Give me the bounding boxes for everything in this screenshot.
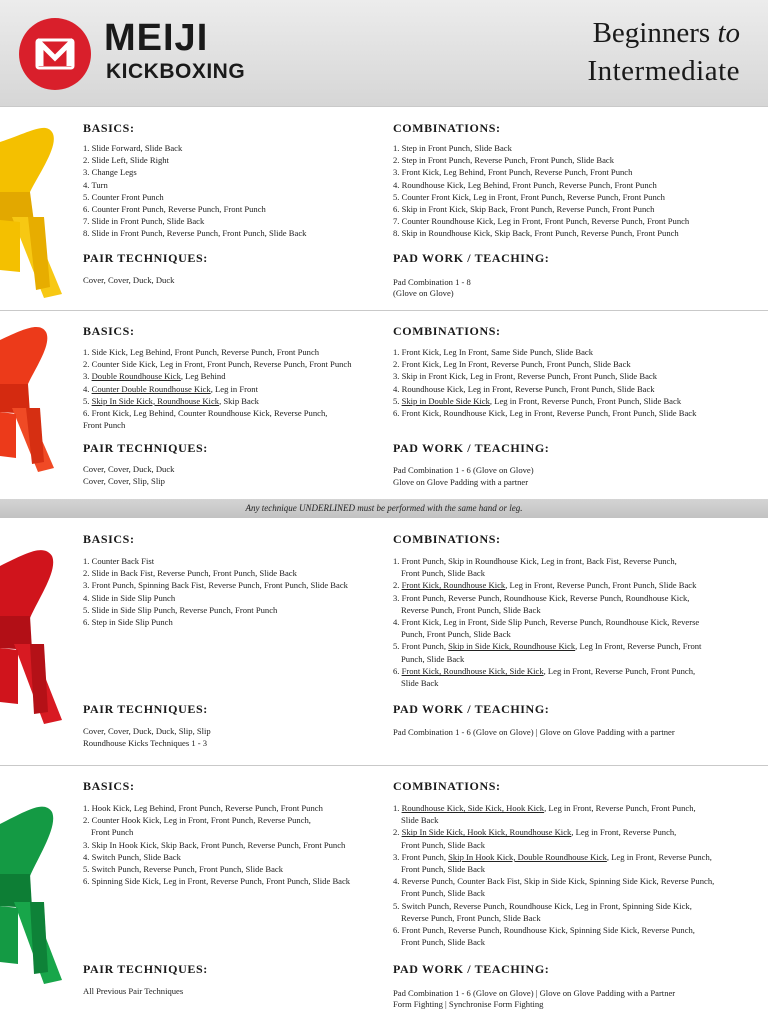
list-item: 1. Hook Kick, Leg Behind, Front Punch, Reverse Punch, Front Punch xyxy=(83,803,323,813)
title-to: to xyxy=(717,17,740,49)
item-text: , Leg in Front, Reverse Punch, Front Punch, Slide Back xyxy=(505,580,697,591)
item-number: 4. xyxy=(83,383,92,394)
list-item-continued: Front Punch, Slide Back xyxy=(401,888,486,899)
list-item: 7. Slide in Front Punch, Slide Back xyxy=(83,216,205,227)
list-item: 4. Switch Punch, Slide Back xyxy=(83,851,181,862)
basics-heading: BASICS: xyxy=(83,532,135,546)
item-text: , Leg in Front xyxy=(210,383,258,394)
list-item xyxy=(393,640,701,652)
divider xyxy=(0,106,768,107)
pair-techniques-text: All Previous Pair Techniques xyxy=(83,986,184,996)
red-belt-icon xyxy=(0,544,66,726)
underlined-technique: Skip in Double Side Kick xyxy=(401,395,490,406)
pad-work-text: Form Fighting | Synchronise Form Fighting xyxy=(393,999,544,1009)
list-item-continued: Reverse Punch, Front Punch, Slide Back xyxy=(401,912,541,923)
list-item xyxy=(83,383,352,395)
basics-heading: BASICS: xyxy=(83,779,135,793)
list-item: 2. Counter Hook Kick, Leg in Front, Front Punch, Reverse Punch, xyxy=(83,815,311,826)
combinations-heading: COMBINATIONS: xyxy=(393,532,501,546)
divider xyxy=(0,765,768,766)
list-item: 3. Front Punch, Reverse Punch, Roundhouse Kick, Reverse Punch, Roundhouse Kick, xyxy=(393,592,690,603)
item-number: 3. xyxy=(83,371,92,382)
green-belt-icon xyxy=(0,800,66,986)
pair-techniques-text: Cover, Cover, Duck, Duck xyxy=(83,464,175,474)
list-item-continued: Front Punch, Slide Back xyxy=(401,864,486,875)
list-item: 2. Slide in Back Fist, Reverse Punch, Front Punch, Slide Back xyxy=(83,568,297,579)
divider xyxy=(0,310,768,311)
list-item: 5. Switch Punch, Reverse Punch, Roundhouse Kick, Leg in Front, Spinning Side Kick, xyxy=(393,900,692,911)
item-number: 3. Front Punch, xyxy=(393,851,449,862)
item-text: , Leg in Front, Reverse Punch, xyxy=(571,827,677,838)
basics-heading: BASICS: xyxy=(83,324,135,338)
list-item: 4. Turn xyxy=(83,179,108,190)
list-item: 6. Front Punch, Reverse Punch, Roundhouse Kick, Spinning Side Kick, Reverse Punch, xyxy=(393,925,695,936)
list-item: 7. Counter Roundhouse Kick, Leg in Front, Front Punch, Reverse Punch, Front Punch xyxy=(393,216,690,227)
list-item: 6. Step in Side Slip Punch xyxy=(83,617,173,628)
list-item xyxy=(393,851,714,863)
pair-techniques-text: Cover, Cover, Duck, Duck, Slip, Slip xyxy=(83,726,211,736)
combinations-heading: COMBINATIONS: xyxy=(393,324,501,338)
page-title-line1 xyxy=(593,16,740,50)
underlined-technique: Double Roundhouse Kick xyxy=(91,371,181,382)
pair-techniques-text: Roundhouse Kicks Techniques 1 - 3 xyxy=(83,738,208,748)
item-number: 6. xyxy=(393,665,402,676)
underlined-technique: Skip In Side Kick, Hook Kick, Roundhouse Kick xyxy=(401,827,572,838)
item-number: 2. xyxy=(393,827,402,838)
list-item-continued: Front Punch xyxy=(91,827,134,838)
item-number: 5. xyxy=(83,395,92,406)
list-item: 3. Skip In Hook Kick, Skip Back, Front Punch, Reverse Punch, Front Punch xyxy=(83,839,346,850)
title-beginners: Beginners xyxy=(592,17,718,49)
list-item-continued: Punch, Front Punch, Slide Back xyxy=(401,629,511,640)
brand-name: MEIJI xyxy=(104,17,209,59)
underlined-technique: Counter Double Roundhouse Kick xyxy=(91,383,211,394)
list-item: 6. Skip in Front Kick, Skip Back, Front Punch, Reverse Punch, Front Punch xyxy=(393,204,655,215)
list-item-continued: Reverse Punch, Front Punch, Slide Back xyxy=(401,604,541,615)
combinations-heading: COMBINATIONS: xyxy=(393,121,501,135)
pair-techniques-text: Cover, Cover, Slip, Slip xyxy=(83,476,165,486)
pad-work-text: Pad Combination 1 - 8 xyxy=(393,277,471,287)
pad-work-heading: PAD WORK / TEACHING: xyxy=(393,702,550,716)
pad-work-text: Pad Combination 1 - 6 (Glove on Glove) | Glove on Glove Padding with a partner xyxy=(393,727,675,737)
pair-techniques-heading: PAIR TECHNIQUES: xyxy=(83,962,208,976)
item-text: , Leg in Front, Reverse Punch, Front Punch, xyxy=(543,665,696,676)
list-item-continued: Front Punch, Slide Back xyxy=(401,568,486,579)
page-header xyxy=(0,0,768,107)
list-item: 5. Counter Front Kick, Leg in Front, Front Punch, Reverse Punch, Front Punch xyxy=(393,191,665,202)
item-text: , Leg in Front, Reverse Punch, Front Punch, xyxy=(544,803,696,813)
list-item: 4. Front Kick, Leg in Front, Side Slip Punch, Reverse Punch, Roundhouse Kick, Reverse xyxy=(393,617,700,628)
combinations-list xyxy=(393,555,701,689)
basics-list xyxy=(83,346,352,431)
item-number: 5. xyxy=(393,395,402,406)
pad-work-heading: PAD WORK / TEACHING: xyxy=(393,251,550,265)
pair-techniques-heading: PAIR TECHNIQUES: xyxy=(83,251,208,265)
list-item: 1. Front Punch, Skip in Roundhouse Kick, Leg in front, Back Fist, Reverse Punch, xyxy=(393,556,677,566)
list-item: 2. Counter Side Kick, Leg in Front, Front Punch, Reverse Punch, Front Punch xyxy=(83,359,352,370)
combinations-heading: COMBINATIONS: xyxy=(393,779,501,793)
list-item: 4. Slide in Side Slip Punch xyxy=(83,592,176,603)
pad-work-text: Pad Combination 1 - 6 (Glove on Glove) | Glove on Glove Padding with a Partner xyxy=(393,988,676,998)
list-item: 4. Roundhouse Kick, Leg in Front, Reverse Punch, Front Punch, Slide Back xyxy=(393,383,655,394)
underline-notice-banner: Any technique UNDERLINED must be performed with the same hand or leg. xyxy=(0,499,768,518)
list-item: 6. Spinning Side Kick, Leg in Front, Reverse Punch, Front Punch, Slide Back xyxy=(83,876,351,887)
list-item xyxy=(393,826,714,838)
list-item-continued: Slide Back xyxy=(401,678,439,689)
underlined-technique: Skip In Hook Kick, Double Roundhouse Kick xyxy=(448,851,607,862)
list-item: 1. Slide Forward, Slide Back xyxy=(83,143,183,153)
list-item: 6. Front Kick, Leg Behind, Counter Roundhouse Kick, Reverse Punch, xyxy=(83,408,328,419)
list-item: 1. Counter Back Fist xyxy=(83,556,155,566)
basics-list xyxy=(83,142,306,240)
underlined-technique: Skip in Side Kick, Roundhouse Kick xyxy=(448,641,576,652)
list-item: 2. Front Kick, Leg In Front, Reverse Punch, Front Punch, Slide Back xyxy=(393,359,631,370)
pad-work-text: Pad Combination 1 - 6 (Glove on Glove) xyxy=(393,465,534,475)
pair-techniques-text: Cover, Cover, Duck, Duck xyxy=(83,275,175,285)
list-item xyxy=(393,395,696,407)
list-item: 1. Front Kick, Leg In Front, Same Side Punch, Slide Back xyxy=(393,347,594,357)
list-item: 5. Slide in Side Slip Punch, Reverse Punch, Front Punch xyxy=(83,604,278,615)
list-item xyxy=(83,395,352,407)
list-item: 5. Switch Punch, Reverse Punch, Front Punch, Slide Back xyxy=(83,864,284,875)
list-item: 1. Side Kick, Leg Behind, Front Punch, Reverse Punch, Front Punch xyxy=(83,347,320,357)
pad-work-text: (Glove on Glove) xyxy=(393,288,454,298)
list-item-continued: Punch, Slide Back xyxy=(401,653,465,664)
item-number: 5. Front Punch, xyxy=(393,641,449,652)
list-item: 6. Front Kick, Roundhouse Kick, Leg in Front, Reverse Punch, Front Punch, Slide Back xyxy=(393,408,697,419)
orange-belt-icon xyxy=(0,322,60,474)
list-item-continued: Front Punch, Slide Back xyxy=(401,839,486,850)
item-number: 2. xyxy=(393,580,402,591)
pair-techniques-heading: PAIR TECHNIQUES: xyxy=(83,702,208,716)
list-item: 8. Slide in Front Punch, Reverse Punch, Front Punch, Slide Back xyxy=(83,228,307,239)
list-item: 3. Skip in Front Kick, Leg in Front, Reverse Punch, Front Punch, Slide Back xyxy=(393,371,658,382)
list-item: 3. Front Punch, Spinning Back Fist, Reverse Punch, Front Punch, Slide Back xyxy=(83,580,348,591)
pad-work-heading: PAD WORK / TEACHING: xyxy=(393,441,550,455)
item-text: , Leg in Front, Reverse Punch, xyxy=(606,851,712,862)
underlined-technique: Skip In Side Kick, Roundhouse Kick xyxy=(91,395,220,406)
page-title-line2: Intermediate xyxy=(587,55,740,87)
list-item: 5. Counter Front Punch xyxy=(83,191,164,202)
pad-work-heading: PAD WORK / TEACHING: xyxy=(393,962,550,976)
logo-m-icon xyxy=(19,18,91,90)
item-text: , Leg Behind xyxy=(180,371,226,382)
pair-techniques-heading: PAIR TECHNIQUES: xyxy=(83,441,208,455)
list-item: 1. Step in Front Punch, Slide Back xyxy=(393,143,512,153)
list-item xyxy=(83,370,352,382)
yellow-belt-icon xyxy=(0,122,66,300)
list-item: 4. Reverse Punch, Counter Back Fist, Skip in Side Kick, Spinning Side Kick, Reverse Punch, xyxy=(393,876,715,887)
item-number: 1. xyxy=(393,803,402,813)
meiji-logo xyxy=(19,18,91,90)
list-item xyxy=(393,802,714,814)
list-item: 3. Front Kick, Leg Behind, Front Punch, Reverse Punch, Front Punch xyxy=(393,167,633,178)
underlined-technique: Roundhouse Kick, Side Kick, Hook Kick xyxy=(401,803,545,813)
pad-work-text: Glove on Glove Padding with a partner xyxy=(393,477,529,487)
basics-list xyxy=(83,802,350,887)
combinations-list xyxy=(393,802,714,948)
list-item: 4. Roundhouse Kick, Leg Behind, Front Punch, Reverse Punch, Front Punch xyxy=(393,179,657,190)
combinations-list xyxy=(393,346,696,419)
item-text: , Leg in Front, Reverse Punch, Front Punch, Slide Back xyxy=(489,395,682,406)
item-text: , Skip Back xyxy=(219,395,259,406)
list-item-continued: Front Punch, Slide Back xyxy=(401,937,486,948)
list-item xyxy=(393,579,701,591)
item-text: , Leg In Front, Reverse Punch, Front xyxy=(575,641,702,652)
combinations-list xyxy=(393,142,689,240)
basics-list xyxy=(83,555,348,628)
list-item: 6. Counter Front Punch, Reverse Punch, Front Punch xyxy=(83,204,266,215)
list-item: 8. Skip in Roundhouse Kick, Skip Back, Front Punch, Reverse Punch, Front Punch xyxy=(393,228,679,239)
underlined-technique: Front Kick, Roundhouse Kick, Side Kick xyxy=(401,665,544,676)
list-item xyxy=(393,665,701,677)
list-item-continued: Front Punch xyxy=(83,420,126,431)
list-item-continued: Slide Back xyxy=(401,815,439,826)
list-item: 2. Step in Front Punch, Reverse Punch, Front Punch, Slide Back xyxy=(393,155,615,166)
list-item: 3. Change Legs xyxy=(83,167,137,178)
brand-subtitle: KICKBOXING xyxy=(106,60,246,83)
basics-heading: BASICS: xyxy=(83,121,135,135)
list-item: 2. Slide Left, Slide Right xyxy=(83,155,169,166)
underlined-technique: Front Kick, Roundhouse Kick xyxy=(401,580,506,591)
